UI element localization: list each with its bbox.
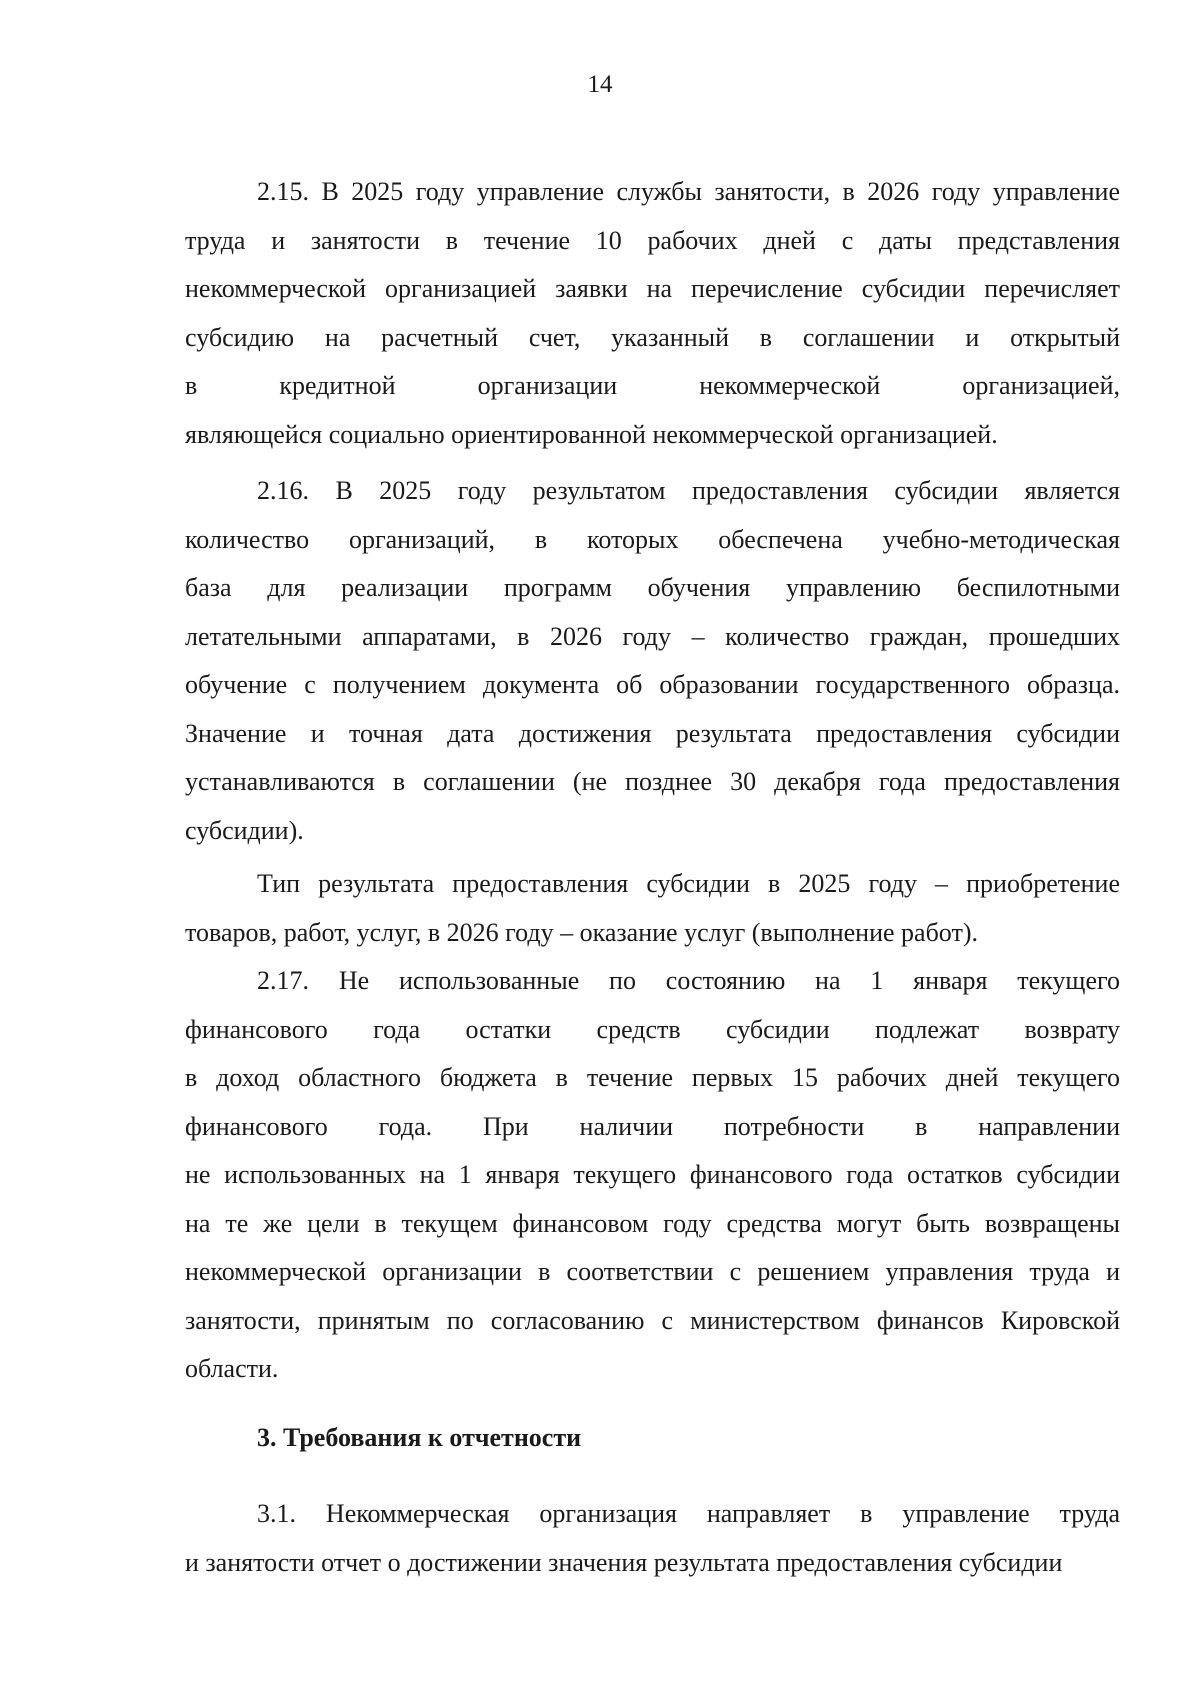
paragraph-2-15 — [185, 168, 1120, 459]
text-line: финансового года остатки средств субсидии подлежат возврату — [185, 1014, 1120, 1044]
text-line: некоммерческой организацией заявки на перечисление субсидии перечисляет — [185, 274, 1120, 303]
page-number: 14 — [587, 71, 613, 98]
text-line: Тип результата предоставления субсидии в 2025 году – приобретение — [257, 869, 1120, 898]
text-line: 3.1. Некоммерческая организация направляет в управление труда — [257, 1499, 1120, 1528]
text-line: 2.15. В 2025 году управление службы занятости, в 2026 году управление — [257, 177, 1120, 206]
paragraph-2-16 — [185, 467, 1120, 855]
text-line: некоммерческой организации в соответствии с решением управления труда и — [185, 1257, 1120, 1286]
text-line: труда и занятости в течение 10 рабочих дней с даты представления — [185, 225, 1120, 255]
text-line: количество организаций, в которых обеспечена учебно-методическая — [185, 524, 1120, 554]
text-line: в доход областного бюджета в течение первых 15 рабочих дней текущего — [185, 1063, 1120, 1092]
text-line: являющейся социально ориентированной некоммерческой организацией. — [185, 419, 998, 449]
text-line: 2.16. В 2025 году результатом предоставления субсидии является — [257, 476, 1120, 505]
text-line: устанавливаются в соглашении (не позднее 30 декабря года предоставления — [185, 767, 1120, 796]
text-line: на те же цели в текущем финансовом году средства могут быть возвращены — [185, 1208, 1120, 1238]
text-line: товаров, работ, услуг, в 2026 году – оказание услуг (выполнение работ). — [185, 917, 978, 947]
text-line: летательными аппаратами, в 2026 году – количество граждан, прошедших — [185, 621, 1120, 651]
paragraph-2-17 — [185, 957, 1120, 1394]
text-line: области. — [185, 1354, 279, 1383]
text-line: и занятости отчет о достижении значения результата предоставления субсидии — [185, 1547, 1063, 1577]
text-line: 2.17. Не использованные по состоянию на 1 января текущего — [257, 966, 1120, 995]
text-line: субсидию на расчетный счет, указанный в соглашении и открытый — [185, 322, 1120, 352]
paragraph-result-type — [185, 860, 1120, 957]
section-heading-3: 3. Требования к отчетности — [257, 1423, 582, 1452]
text-line: обучение с получением документа об образовании государственного образца. — [185, 670, 1120, 699]
text-line: субсидии). — [185, 815, 304, 845]
text-line: занятости, принятым по согласованию с министерством финансов Кировской — [185, 1305, 1120, 1335]
text-line: в кредитной организации некоммерческой организацией, — [185, 371, 1120, 400]
text-line: база для реализации программ обучения управлению беспилотными — [185, 573, 1120, 602]
text-line: Значение и точная дата достижения результата предоставления субсидии — [185, 718, 1120, 748]
text-line: финансового года. При наличии потребности в направлении — [185, 1111, 1120, 1141]
text-line: не использованных на 1 января текущего финансового года остатков субсидии — [185, 1160, 1120, 1189]
paragraph-3-1 — [185, 1490, 1120, 1587]
